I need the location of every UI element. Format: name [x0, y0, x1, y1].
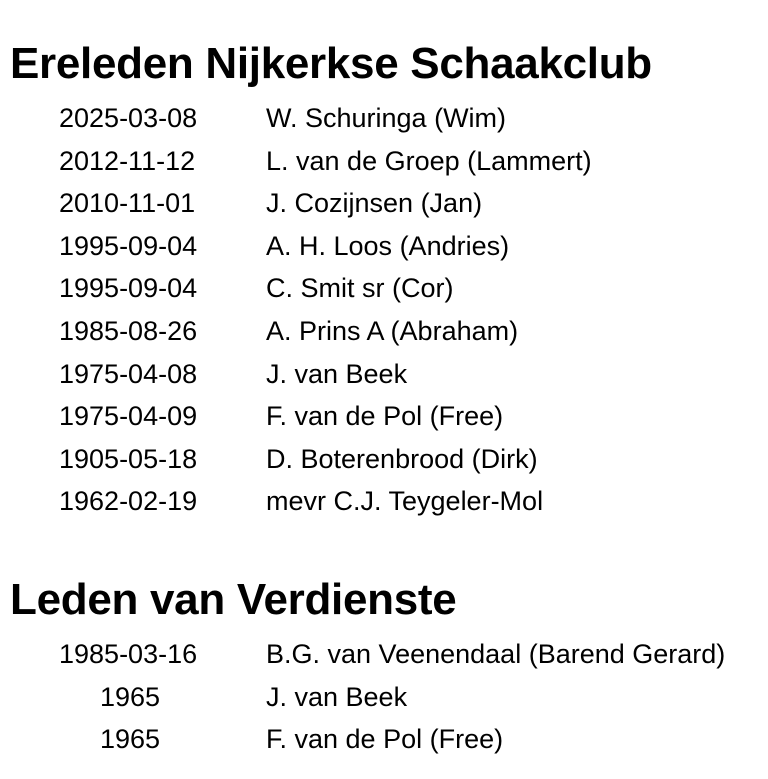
date: 1995-09-04 [59, 230, 198, 261]
date: 1985-03-16 [59, 639, 198, 669]
section-title-ereleden: Ereleden Nijkerkse Schaakclub [10, 39, 652, 88]
member-name: C. Smit sr (Cor) [266, 273, 454, 304]
member-name: A. Prins A (Abraham) [266, 315, 519, 346]
date: 1965 [100, 724, 161, 755]
date: 1975-04-09 [59, 401, 198, 432]
member-name: B.G. van Veenendaal (Barend Gerard) [266, 639, 726, 669]
date: 1962-02-19 [59, 486, 198, 517]
member-name: F. van de Pol (Free) [266, 401, 504, 432]
member-name: J. van Beek [266, 358, 408, 389]
member-name: J. van Beek [266, 681, 408, 712]
section-title-leden-van-verdienste: Leden van Verdienste [10, 575, 457, 624]
date: 2010-11-01 [59, 188, 196, 219]
date: 2025-03-08 [59, 103, 198, 133]
member-name: W. Schuringa (Wim) [266, 103, 507, 133]
date: 1965 [100, 681, 161, 712]
member-name: F. van de Pol (Free) [266, 724, 504, 755]
date: 1905-05-18 [59, 443, 198, 474]
member-name: L. van de Groep (Lammert) [266, 145, 592, 176]
date: 1975-04-08 [59, 358, 198, 389]
member-name: J. Cozijnsen (Jan) [266, 188, 483, 219]
date: 1995-09-04 [59, 273, 198, 304]
date: 1985-08-26 [59, 315, 198, 346]
member-name: A. H. Loos (Andries) [266, 230, 510, 261]
date: 2012-11-12 [59, 145, 196, 176]
member-name: mevr C.J. Teygeler-Mol [266, 486, 544, 517]
member-name: D. Boterenbrood (Dirk) [266, 443, 538, 474]
